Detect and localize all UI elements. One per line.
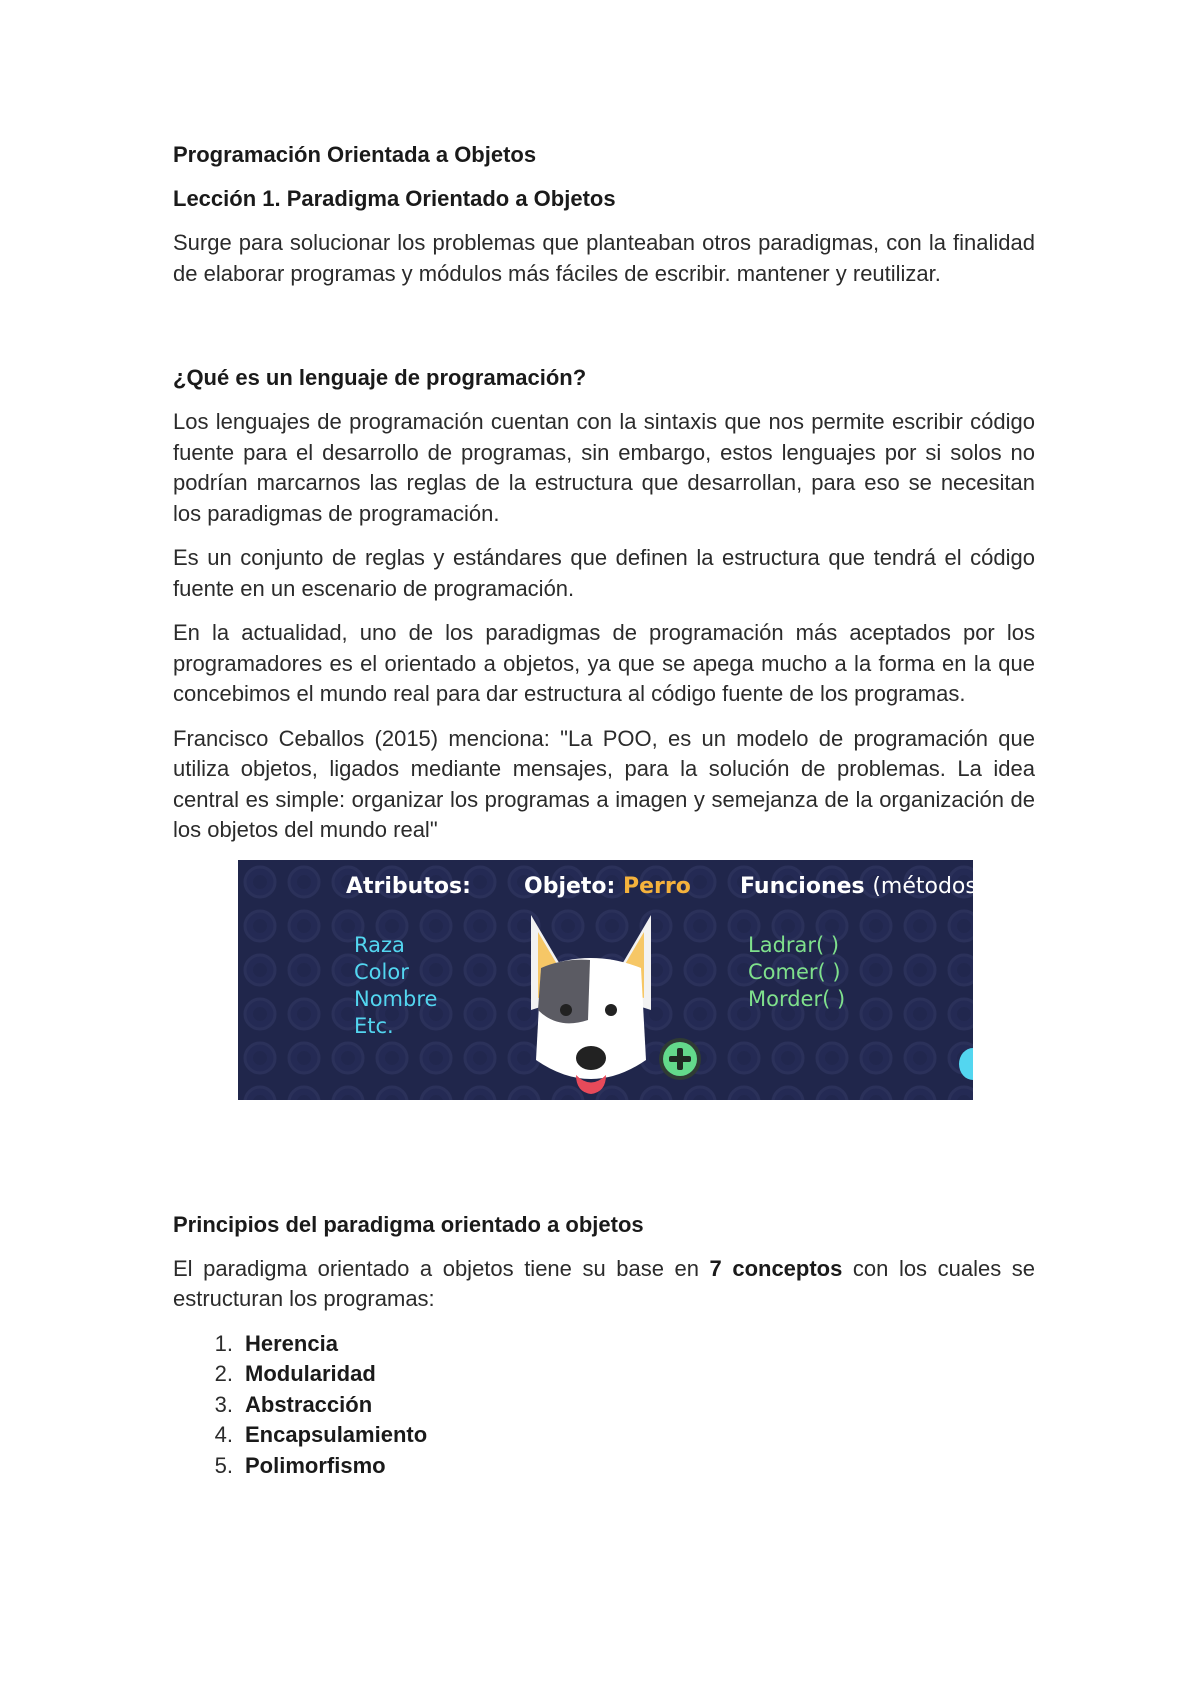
section-heading-language: ¿Qué es un lenguaje de programación? [173, 365, 587, 390]
function-item: Morder( ) [748, 986, 846, 1011]
object-diagram-figure [238, 860, 993, 1100]
list-item: 5. Polimorfismo [214, 1452, 386, 1478]
list-item: 2. Modularidad [214, 1361, 376, 1386]
object-diagram [238, 860, 993, 1100]
principles-intro: El paradigma orientado a objetos tiene su base en 7 conceptos con los cuales se estructuran los programas: [173, 1255, 1035, 1311]
attribute-item: Color [354, 959, 409, 984]
plus-icon [659, 1038, 701, 1080]
paragraph-quote: Francisco Ceballos (2015) menciona: "La POO, es un modelo de programación que utiliza objetos, ligados mediante mensajes, para la solución de problemas. La idea central es simple: organizar los programas a imagen y semejanza de la organización de los objetos del mundo real" [173, 725, 1035, 842]
list-item: 4. Encapsulamiento [214, 1422, 428, 1447]
functions-heading: Funciones (métodos): [740, 873, 993, 899]
function-item: Comer( ) [748, 959, 841, 984]
section-heading-principles: Principios del paradigma orientado a objetos [173, 1211, 644, 1237]
intro-paragraph: Surge para solucionar los problemas que planteaban otros paradigmas, con la finalidad de elaborar programas y módulos más fáciles de escribir. mantener y reutilizar. [173, 230, 1035, 286]
spacer [173, 1100, 1035, 1210]
attribute-item: Nombre [354, 986, 438, 1011]
attribute-item: Etc. [354, 1013, 394, 1038]
function-item: Ladrar( ) [748, 932, 840, 957]
spacer [173, 303, 1035, 363]
object-heading: Objeto: Perro [524, 873, 691, 899]
principles-list [173, 1329, 1035, 1482]
lesson-title: Lección 1. Paradigma Orientado a Objetos [173, 186, 616, 211]
attribute-item: Raza [354, 932, 405, 957]
paragraph-rules: Es un conjunto de reglas y estándares que definen la estructura que tendrá el código fuente en un escenario de programación. [173, 545, 1035, 601]
attributes-heading: Atributos: [346, 873, 471, 899]
object-name: Perro [623, 873, 691, 899]
list-item: 3. Abstracción [214, 1391, 373, 1417]
paragraph-syntax: Los lenguajes de programación cuentan con la sintaxis que nos permite escribir código fuente para el desarrollo de programas, sin embargo, estos lenguajes por si solos no podrían marcarnos las reglas de la estructura que desarrollan, para eso se necesitan los paradigmas de programación. [173, 409, 1035, 526]
document-title: Programación Orientada a Objetos [173, 142, 537, 167]
paragraph-current: En la actualidad, uno de los paradigmas de programación más aceptados por los programadores es el orientado a objetos, ya que se apega mucho a la forma en la que concebimos el mundo real para dar estructura al código fuente de los programas. [173, 620, 1035, 706]
document-body [173, 140, 1035, 1481]
list-item: 1. Herencia [214, 1330, 338, 1356]
